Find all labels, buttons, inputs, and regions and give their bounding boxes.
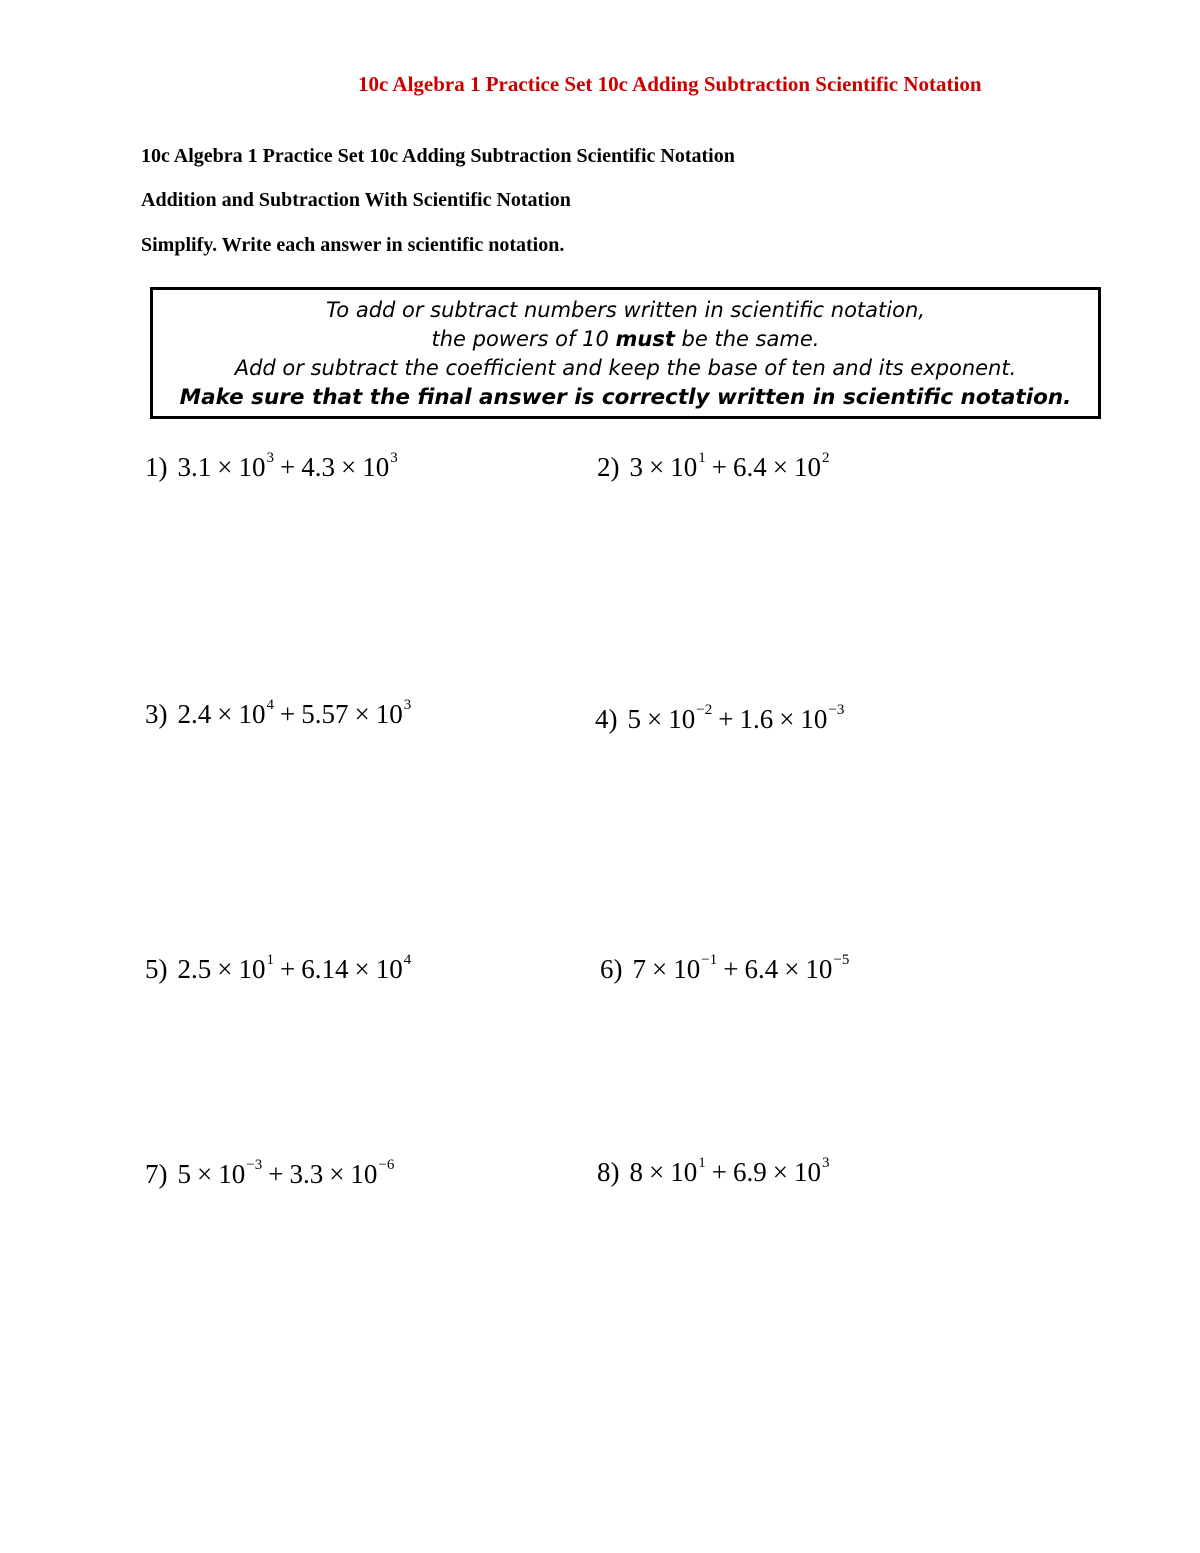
exponent: 3 bbox=[821, 1155, 830, 1171]
rule-line-3: Add or subtract the coefficient and keep the base of ten and its exponent. bbox=[234, 356, 1017, 380]
times-sign: × bbox=[217, 452, 233, 482]
coefficient: 4.3 bbox=[301, 452, 335, 482]
coefficient: 6.4 bbox=[732, 452, 767, 482]
exponent: −3 bbox=[246, 1157, 263, 1173]
times-sign: × bbox=[784, 954, 800, 984]
rule-box bbox=[150, 287, 1101, 419]
operator: + bbox=[711, 1157, 727, 1187]
times-sign: × bbox=[647, 704, 663, 734]
problem-number: 4) bbox=[595, 704, 618, 734]
problem-number: 3) bbox=[145, 699, 168, 729]
base: 10 bbox=[238, 699, 266, 729]
problem-5 bbox=[145, 954, 411, 985]
problem-4 bbox=[595, 704, 844, 735]
problem-number: 8) bbox=[597, 1157, 620, 1187]
problem-1 bbox=[145, 452, 398, 483]
base: 10 bbox=[218, 1159, 246, 1189]
base: 10 bbox=[793, 452, 821, 482]
rule-line-2-pre: the powers of 10 bbox=[431, 327, 616, 351]
times-sign: × bbox=[652, 954, 668, 984]
base: 10 bbox=[793, 1157, 821, 1187]
exponent: 1 bbox=[266, 952, 274, 968]
times-sign: × bbox=[354, 699, 370, 729]
base: 10 bbox=[375, 699, 403, 729]
problem-number: 7) bbox=[145, 1159, 168, 1189]
operator: + bbox=[718, 704, 734, 734]
times-sign: × bbox=[329, 1159, 345, 1189]
exponent: 3 bbox=[266, 450, 274, 466]
problem-8 bbox=[597, 1157, 829, 1188]
coefficient: 6.4 bbox=[744, 954, 779, 984]
exponent: 3 bbox=[403, 697, 412, 713]
coefficient: 3.3 bbox=[289, 1159, 324, 1189]
operator: + bbox=[279, 954, 296, 984]
coefficient: 2.4 bbox=[177, 699, 212, 729]
coefficient: 6.14 bbox=[301, 954, 349, 984]
exponent: −3 bbox=[828, 702, 845, 718]
base: 10 bbox=[800, 704, 828, 734]
page-header-title: 10c Algebra 1 Practice Set 10c Adding Subtraction Scientific Notation bbox=[358, 72, 982, 96]
document-title: 10c Algebra 1 Practice Set 10c Adding Subtraction Scientific Notation bbox=[141, 145, 735, 167]
exponent: 4 bbox=[403, 952, 412, 968]
exponent: 2 bbox=[821, 450, 830, 466]
base: 10 bbox=[670, 452, 698, 482]
times-sign: × bbox=[340, 452, 357, 482]
operator: + bbox=[711, 452, 727, 482]
base: 10 bbox=[673, 954, 701, 984]
instructions: Simplify. Write each answer in scientific notation. bbox=[141, 234, 565, 256]
exponent: 1 bbox=[698, 1155, 706, 1171]
times-sign: × bbox=[772, 452, 788, 482]
times-sign: × bbox=[649, 1157, 665, 1187]
base: 10 bbox=[350, 1159, 378, 1189]
problem-number: 5) bbox=[145, 954, 168, 984]
base: 10 bbox=[238, 954, 266, 984]
base: 10 bbox=[238, 452, 266, 482]
times-sign: × bbox=[217, 699, 233, 729]
base: 10 bbox=[805, 954, 833, 984]
problem-number: 1) bbox=[145, 452, 168, 482]
exponent: −6 bbox=[378, 1157, 395, 1173]
coefficient: 6.9 bbox=[732, 1157, 767, 1187]
base: 10 bbox=[668, 704, 696, 734]
coefficient: 2.5 bbox=[177, 954, 212, 984]
times-sign: × bbox=[354, 954, 370, 984]
operator: + bbox=[268, 1159, 284, 1189]
coefficient: 5 bbox=[627, 704, 641, 734]
problem-2 bbox=[597, 452, 829, 483]
section-subtitle: Addition and Subtraction With Scientific Notation bbox=[141, 189, 571, 211]
rule-line-2 bbox=[153, 325, 1098, 354]
base: 10 bbox=[375, 954, 403, 984]
operator: + bbox=[279, 699, 296, 729]
operator: + bbox=[279, 452, 296, 482]
exponent: −2 bbox=[696, 702, 713, 718]
exponent: −1 bbox=[701, 952, 718, 968]
exponent: −5 bbox=[833, 952, 850, 968]
problem-3 bbox=[145, 699, 411, 730]
exponent: 1 bbox=[698, 450, 706, 466]
problem-6 bbox=[600, 954, 849, 985]
base: 10 bbox=[670, 1157, 698, 1187]
rule-line-1: To add or subtract numbers written in scientific notation, bbox=[326, 298, 925, 322]
operator: + bbox=[723, 954, 739, 984]
coefficient: 3 bbox=[629, 452, 643, 482]
problem-number: 2) bbox=[597, 452, 620, 482]
times-sign: × bbox=[779, 704, 795, 734]
problem-7 bbox=[145, 1159, 394, 1190]
times-sign: × bbox=[772, 1157, 788, 1187]
exponent: 3 bbox=[390, 450, 398, 466]
times-sign: × bbox=[197, 1159, 213, 1189]
rule-line-2-post: be the same. bbox=[674, 327, 820, 351]
exponent: 4 bbox=[266, 697, 274, 713]
coefficient: 1.6 bbox=[739, 704, 774, 734]
problem-number: 6) bbox=[600, 954, 623, 984]
base: 10 bbox=[362, 452, 390, 482]
coefficient: 5 bbox=[177, 1159, 191, 1189]
rule-line-4: Make sure that the final answer is correctly written in scientific notation. bbox=[179, 385, 1072, 410]
coefficient: 7 bbox=[632, 954, 646, 984]
times-sign: × bbox=[217, 954, 233, 984]
coefficient: 3.1 bbox=[177, 452, 212, 482]
times-sign: × bbox=[649, 452, 665, 482]
rule-line-2-bold: must bbox=[615, 327, 675, 351]
coefficient: 8 bbox=[629, 1157, 643, 1187]
coefficient: 5.57 bbox=[301, 699, 349, 729]
